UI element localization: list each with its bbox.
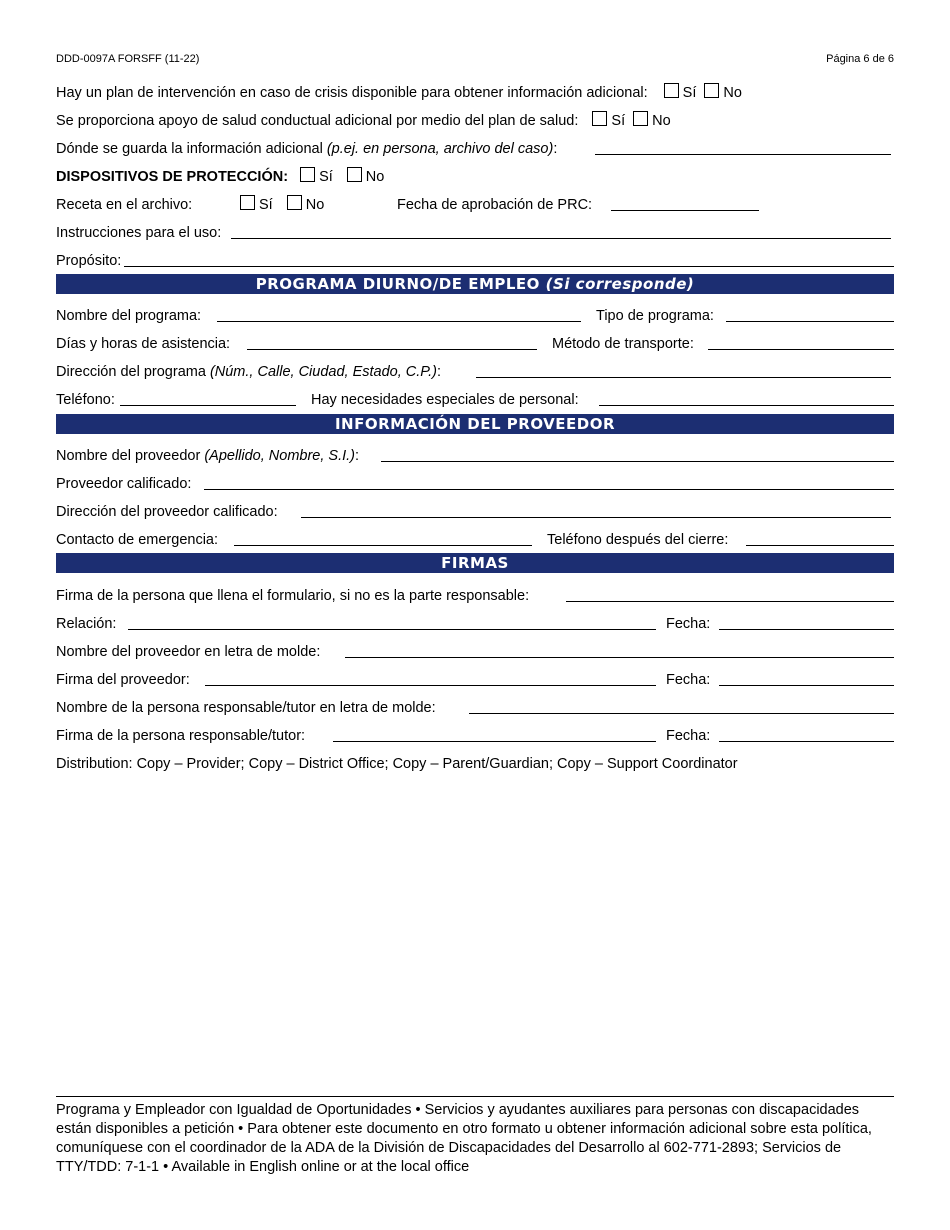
relation-date-label: Fecha: xyxy=(666,616,711,632)
qualified-provider-field[interactable] xyxy=(204,489,894,490)
protective-devices-yes-checkbox[interactable] xyxy=(300,167,315,182)
relation-label: Relación: xyxy=(56,616,117,632)
day-program-title-hint: (Si corresponde) xyxy=(545,275,695,293)
purpose-row xyxy=(56,251,894,271)
behavioral-support-yes-label: Sí xyxy=(611,113,626,129)
provider-print-field[interactable] xyxy=(345,657,894,658)
program-phone-label: Teléfono: xyxy=(56,392,115,408)
prescription-no-label: No xyxy=(305,197,325,213)
page-number: Página 6 de 6 xyxy=(826,53,894,65)
program-address-field[interactable] xyxy=(476,377,891,378)
form-id: DDD-0097A FORSFF (11-22) xyxy=(56,53,200,65)
provider-sign-label: Firma del proveedor: xyxy=(56,672,190,688)
crisis-plan-yes-checkbox[interactable] xyxy=(664,83,679,98)
guardian-sign-label: Firma de la persona responsable/tutor: xyxy=(56,728,306,744)
special-needs-field[interactable] xyxy=(599,405,894,406)
after-hours-phone-label: Teléfono después del cierre: xyxy=(547,532,729,548)
crisis-plan-label: Hay un plan de intervención en caso de crisis disponible para obtener información adicional: xyxy=(56,85,648,101)
provider-print-row xyxy=(56,642,894,662)
behavioral-support-no-checkbox[interactable] xyxy=(633,111,648,126)
filler-signature-label: Firma de la persona que llena el formulario, si no es la parte responsable: xyxy=(56,588,530,604)
purpose-label: Propósito: xyxy=(56,253,122,269)
protective-devices-row xyxy=(56,167,894,187)
filler-signature-row xyxy=(56,586,894,606)
program-phone-field[interactable] xyxy=(120,405,296,406)
special-needs-label: Hay necesidades especiales de personal: xyxy=(311,392,579,408)
provider-section-header: INFORMACIÓN DEL PROVEEDOR xyxy=(56,414,894,434)
guardian-sign-date-field[interactable] xyxy=(719,741,894,742)
guardian-sign-field[interactable] xyxy=(333,741,656,742)
behavioral-support-no-label: No xyxy=(652,113,671,129)
info-location-label: Dónde se guarda la información adicional xyxy=(56,141,327,157)
info-location-row xyxy=(56,139,894,159)
day-program-section-header xyxy=(56,274,894,294)
protective-devices-no-checkbox[interactable] xyxy=(347,167,362,182)
attendance-label: Días y horas de asistencia: xyxy=(56,336,231,352)
attendance-field[interactable] xyxy=(247,349,537,350)
program-name-field[interactable] xyxy=(217,321,581,322)
day-program-title: PROGRAMA DIURNO/DE EMPLEO xyxy=(255,275,546,293)
after-hours-phone-field[interactable] xyxy=(746,545,894,546)
program-name-row xyxy=(56,306,894,326)
protective-devices-label: DISPOSITIVOS DE PROTECCIÓN: xyxy=(56,169,289,185)
qualified-address-row xyxy=(56,502,894,522)
emergency-contact-label: Contacto de emergencia: xyxy=(56,532,219,548)
prescription-yes-label: Sí xyxy=(259,197,273,213)
provider-name-label: Nombre del proveedor xyxy=(56,448,205,464)
program-type-label: Tipo de programa: xyxy=(596,308,714,324)
protective-devices-yes-label: Sí xyxy=(319,169,333,185)
protective-devices-no-label: No xyxy=(365,169,385,185)
guardian-sign-row xyxy=(56,726,894,746)
prescription-yes-checkbox[interactable] xyxy=(240,195,255,210)
transport-label: Método de transporte: xyxy=(552,336,694,352)
relation-date-field[interactable] xyxy=(719,629,894,630)
program-phone-row xyxy=(56,390,894,410)
signatures-section-header: FIRMAS xyxy=(56,553,894,573)
filler-signature-field[interactable] xyxy=(566,601,894,602)
qualified-address-field[interactable] xyxy=(301,517,891,518)
program-name-label: Nombre del programa: xyxy=(56,308,202,324)
prc-date-label: Fecha de aprobación de PRC: xyxy=(397,197,593,213)
prescription-label: Receta en el archivo: xyxy=(56,197,193,213)
instructions-field[interactable] xyxy=(231,238,891,239)
crisis-plan-no-checkbox[interactable] xyxy=(704,83,719,98)
provider-sign-field[interactable] xyxy=(205,685,656,686)
relation-field[interactable] xyxy=(128,629,656,630)
provider-name-field[interactable] xyxy=(381,461,894,462)
qualified-provider-label: Proveedor calificado: xyxy=(56,476,192,492)
provider-name-colon: : xyxy=(355,448,360,464)
provider-sign-date-field[interactable] xyxy=(719,685,894,686)
purpose-field[interactable] xyxy=(124,266,894,267)
info-location-hint: (p.ej. en persona, archivo del caso) xyxy=(326,141,554,157)
prescription-row xyxy=(56,195,894,215)
program-type-field[interactable] xyxy=(726,321,894,322)
guardian-print-label: Nombre de la persona responsable/tutor en letra de molde: xyxy=(56,700,436,716)
emergency-contact-field[interactable] xyxy=(234,545,532,546)
behavioral-support-row xyxy=(56,111,894,131)
program-address-row xyxy=(56,362,894,382)
attendance-row xyxy=(56,334,894,354)
provider-name-row xyxy=(56,446,894,466)
provider-sign-row xyxy=(56,670,894,690)
behavioral-support-yes-checkbox[interactable] xyxy=(592,111,607,126)
instructions-label: Instrucciones para el uso: xyxy=(56,225,222,241)
qualified-provider-row xyxy=(56,474,894,494)
info-location-field[interactable] xyxy=(595,154,891,155)
behavioral-support-label: Se proporciona apoyo de salud conductual adicional por medio del plan de salud: xyxy=(56,113,579,129)
crisis-plan-no-label: No xyxy=(723,85,742,101)
transport-field[interactable] xyxy=(708,349,894,350)
crisis-plan-row xyxy=(56,83,894,103)
qualified-address-label: Dirección del proveedor calificado: xyxy=(56,504,278,520)
distribution-note: Distribution: Copy – Provider; Copy – District Office; Copy – Parent/Guardian; Copy – Support Coordinator xyxy=(56,756,738,772)
crisis-plan-yes-label: Sí xyxy=(682,85,697,101)
program-address-label: Dirección del programa xyxy=(56,364,210,380)
guardian-print-field[interactable] xyxy=(469,713,894,714)
relation-row xyxy=(56,614,894,634)
provider-print-label: Nombre del proveedor en letra de molde: xyxy=(56,644,321,660)
guardian-print-row xyxy=(56,698,894,718)
program-address-colon: : xyxy=(436,364,441,380)
provider-sign-date-label: Fecha: xyxy=(666,672,711,688)
footer-notice: Programa y Empleador con Igualdad de Oportunidades • Servicios y ayudantes auxiliares para personas con discapacidades están disponibles a petición • Para obtener este documento en otro formato u obtener información adicional sobre esta política, comuníquese con el coordinador de la ADA de la División de Discapacidades del Desarrollo al 602-771-2893; Servicios de TTY/TDD: 7-1-1 • Available in English online or at the local office xyxy=(56,1096,894,1177)
provider-name-hint: (Apellido, Nombre, S.I.) xyxy=(204,448,356,464)
program-address-hint: (Núm., Calle, Ciudad, Estado, C.P.) xyxy=(209,364,437,380)
instructions-row xyxy=(56,223,894,243)
prescription-no-checkbox[interactable] xyxy=(287,195,302,210)
info-location-colon: : xyxy=(553,141,558,157)
guardian-sign-date-label: Fecha: xyxy=(666,728,711,744)
prc-date-field[interactable] xyxy=(611,210,759,211)
emergency-contact-row xyxy=(56,530,894,550)
